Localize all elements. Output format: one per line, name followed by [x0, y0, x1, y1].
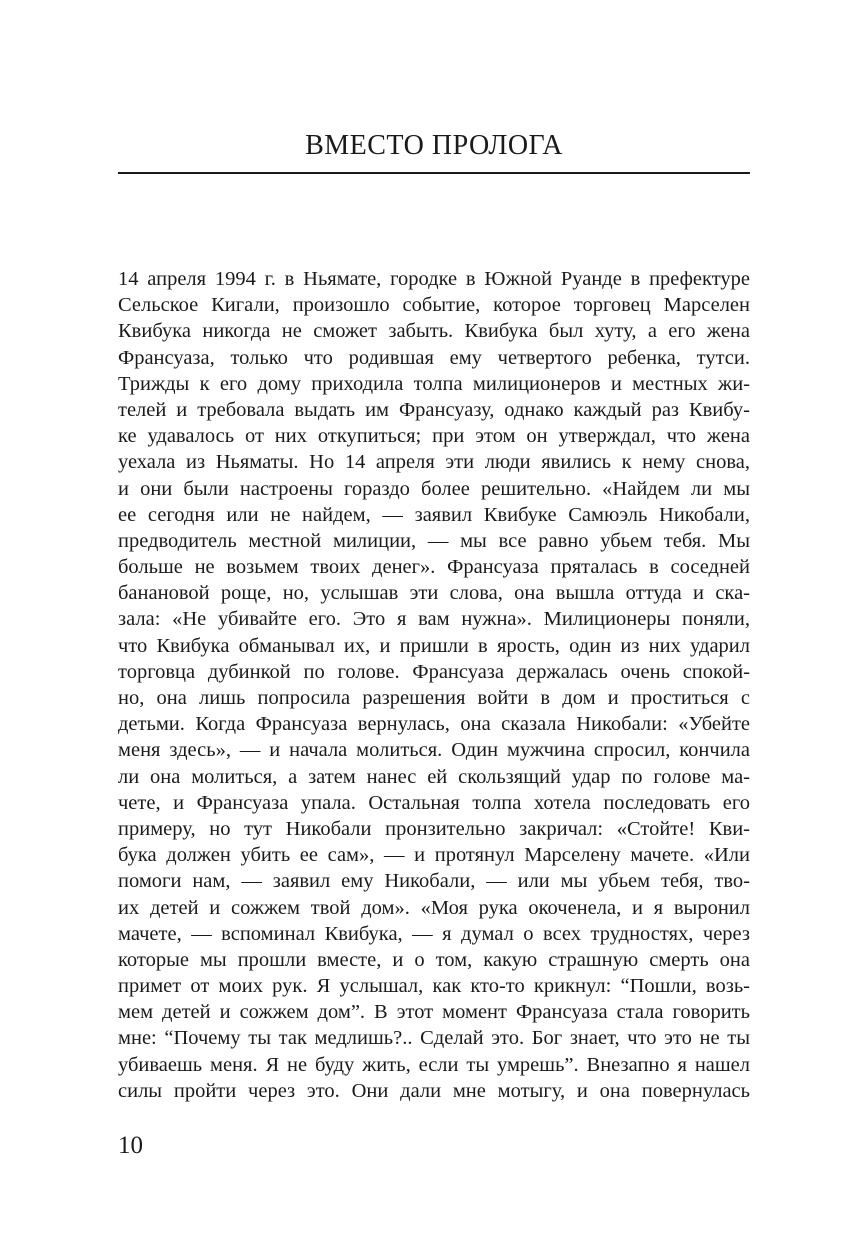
text-line: убиваешь меня. Я не буду жить, если ты умрешь”. Внезапно я нашел: [118, 1053, 750, 1076]
title-underline-rule: [118, 172, 750, 174]
text-line: больше не возьмем твоих денег». Франсуаза пряталась в соседней: [118, 556, 750, 579]
text-line: предводитель местной милиции, — мы все равно убьем тебя. Мы: [118, 529, 750, 552]
text-line: но, она лишь попросила разрешения войти в дом и проститься с: [118, 687, 750, 709]
text-line: что Квибука обманывал их, и пришли в ярость, один из них ударил: [118, 634, 750, 657]
text-line: Квибука никогда не сможет забыть. Квибука был хуту, а его жена: [118, 320, 750, 343]
text-line: которые мы прошли вместе, и о том, какую страшную смерть она: [118, 948, 750, 971]
text-line: ли она молиться, а затем нанес ей скользящий удар по голове ма-: [118, 765, 750, 788]
text-line: Трижды к его дому приходила толпа милиционеров и местных жи-: [118, 372, 750, 395]
text-line: помоги нам, — заявил ему Никобали, — или мы убьем тебя, тво-: [118, 870, 750, 893]
text-line: ее сегодня или не найдем, — заявил Квибуке Самюэль Никобали,: [118, 503, 750, 526]
text-line: силы пройти через это. Они дали мне мотыгу, и она повернулась: [118, 1079, 750, 1102]
text-line: мне: “Почему ты так медлишь?.. Сделай это. Бог знает, что это не ты: [118, 1027, 750, 1050]
text-line: бука должен убить ее сам», — и протянул Марселену мачете. «Или: [118, 844, 750, 867]
text-line: примет от моих рук. Я услышал, как кто-то крикнул: “Пошли, возь-: [118, 975, 750, 998]
text-line: детьми. Когда Франсуаза вернулась, она сказала Никобали: «Убейте: [118, 713, 750, 736]
text-line: меня здесь», — и начала молиться. Один мужчина спросил, кончила: [118, 739, 750, 762]
text-line: зала: «Не убивайте его. Это я вам нужна». Милиционеры поняли,: [118, 608, 750, 631]
text-line: ке удавалось от них откупиться; при этом он утверждал, что жена: [118, 425, 750, 448]
text-line: Франсуаза, только что родившая ему четвертого ребенка, тутси.: [118, 346, 750, 369]
text-line: мем детей и сожжем дом”. В этот момент Франсуаза стала говорить: [118, 1001, 750, 1024]
text-line: уехала из Ньяматы. Но 14 апреля эти люди явились к нему снова,: [118, 451, 750, 474]
page-number: 10: [118, 1132, 143, 1159]
text-line: мачете, — вспоминал Квибука, — я думал о всех трудностях, через: [118, 922, 750, 945]
text-line: телей и требовала выдать им Франсуазу, однако каждый раз Квибу-: [118, 398, 750, 421]
text-line: их детей и сожжем твой дом». «Моя рука окоченела, и я выронил: [118, 896, 750, 919]
text-line: торговца дубинкой по голове. Франсуаза держалась очень спокой-: [118, 660, 750, 683]
text-line: чете, и Франсуаза упала. Остальная толпа хотела последовать его: [118, 791, 750, 814]
text-line: 14 апреля 1994 г. в Ньямате, городке в Южной Руанде в префектуре: [118, 268, 750, 290]
body-paragraph: [118, 266, 750, 1104]
text-line: банановой роще, но, услышав эти слова, она вышла оттуда и ска-: [118, 582, 750, 605]
text-line: Сельское Кигали, произошло событие, которое торговец Марселен: [118, 294, 750, 317]
chapter-title: ВМЕСТО ПРОЛОГА: [305, 130, 563, 161]
text-line: примеру, но тут Никобали пронзительно закричал: «Стойте! Кви-: [118, 817, 750, 840]
text-line: и они были настроены гораздо более решительно. «Найдем ли мы: [118, 477, 750, 500]
